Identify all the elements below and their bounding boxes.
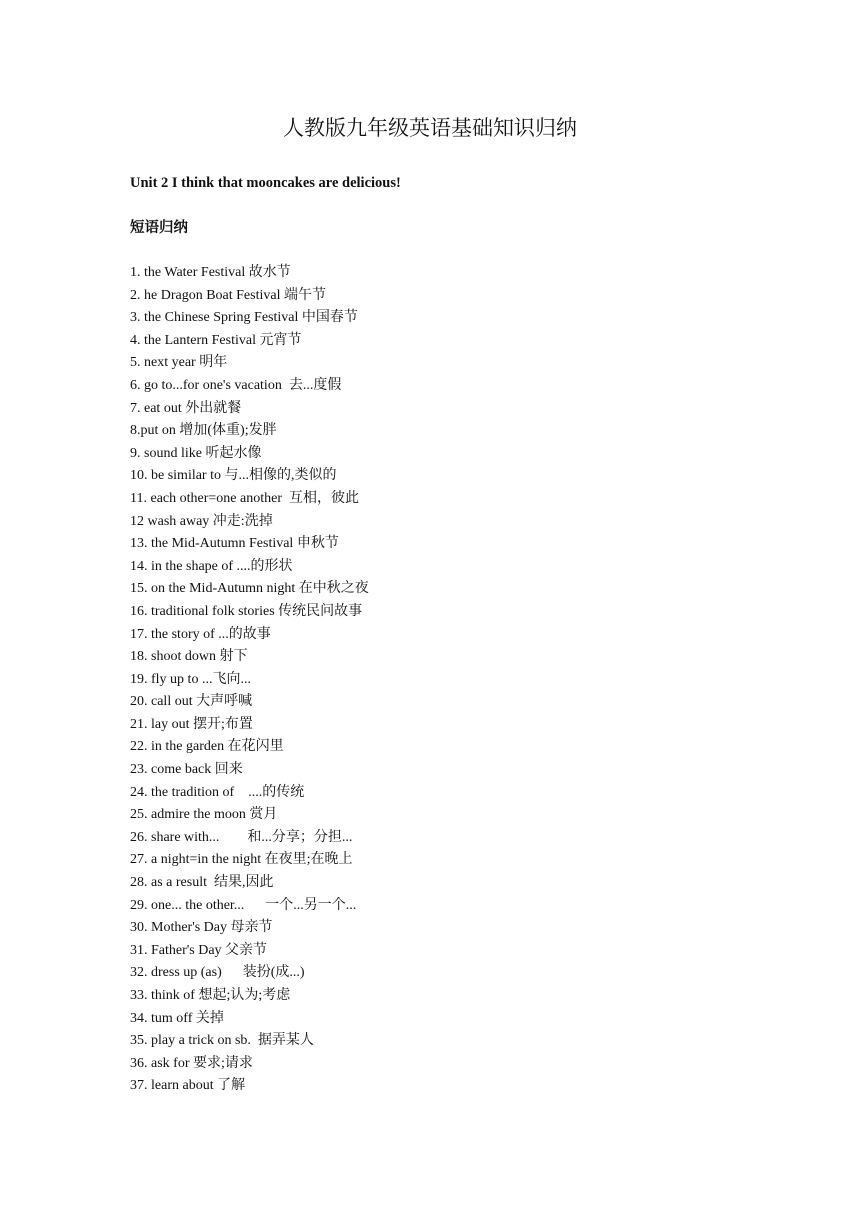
phrase-item: 12 wash away 冲走:洗掉 [130,513,273,529]
section-heading: 短语归纳 [130,220,188,236]
phrase-item: 34. tum off 关掉 [130,1010,224,1026]
phrase-item: 19. fly up to ...飞向... [130,671,251,687]
phrase-item: 16. traditional folk stories 传统民问故事 [130,603,363,619]
phrase-item: 30. Mother's Day 母亲节 [130,920,273,936]
phrase-item: 28. as a result 结果,因此 [130,875,274,891]
unit-heading: Unit 2 I think that mooncakes are delicious! [130,175,401,191]
phrase-item: 20. call out 大声呼喊 [130,694,253,710]
phrase-item: 24. the tradition of ....的传统 [130,784,305,800]
phrase-item: 17. the story of ...的故事 [130,626,271,642]
document-title: 人教版九年级英语基础知识归纳 [283,116,577,140]
phrase-item: 31. Father's Day 父亲节 [130,942,268,958]
phrase-item: 18. shoot down 射下 [130,649,248,665]
phrase-item: 26. share with... 和...分享；分担... [130,829,353,845]
phrase-item: 13. the Mid-Autumn Festival 申秋节 [130,536,339,552]
phrase-list [130,262,369,1098]
phrase-item: 21. lay out 摆开;布置 [130,716,253,732]
phrase-item: 32. dress up (as) 装扮(成...) [130,965,305,981]
phrase-item: 4. the Lantern Festival 元宵节 [130,332,302,348]
phrase-item: 11. each other=one another 互相，彼此 [130,490,359,506]
phrase-item: 6. go to...for one's vacation 去...度假 [130,377,342,393]
phrase-item: 25. admire the moon 赏月 [130,807,278,823]
phrase-item: 7. eat out 外出就餐 [130,400,242,416]
phrase-item: 29. one... the other... 一个...另一个... [130,897,357,913]
phrase-item: 14. in the shape of ....的形状 [130,558,293,574]
phrase-item: 27. a night=in the night 在夜里;在晚上 [130,852,353,868]
phrase-item: 23. come back 回来 [130,762,243,778]
phrase-item: 5. next year 明年 [130,355,228,371]
phrase-item: 35. play a trick on sb. 据弄某人 [130,1033,314,1049]
phrase-item: 1. the Water Festival 故水节 [130,265,291,280]
phrase-item: 10. be similar to 与...相像的,类似的 [130,468,337,484]
phrase-item: 33. think of 想起;认为;考虑 [130,988,291,1003]
phrase-item: 22. in the garden 在花闪里 [130,739,284,755]
phrase-item: 37. learn about 了解 [130,1078,246,1094]
phrase-item: 15. on the Mid-Autumn night 在中秋之夜 [130,581,369,597]
phrase-item: 2. he Dragon Boat Festival 端午节 [130,287,326,303]
phrase-item: 9. sound like 听起水像 [130,445,262,461]
phrase-item: 36. ask for 要求;请求 [130,1055,253,1071]
phrase-item: 8.put on 增加(体重);发胖 [130,423,277,439]
phrase-item: 3. the Chinese Spring Festival 中国春节 [130,310,358,326]
